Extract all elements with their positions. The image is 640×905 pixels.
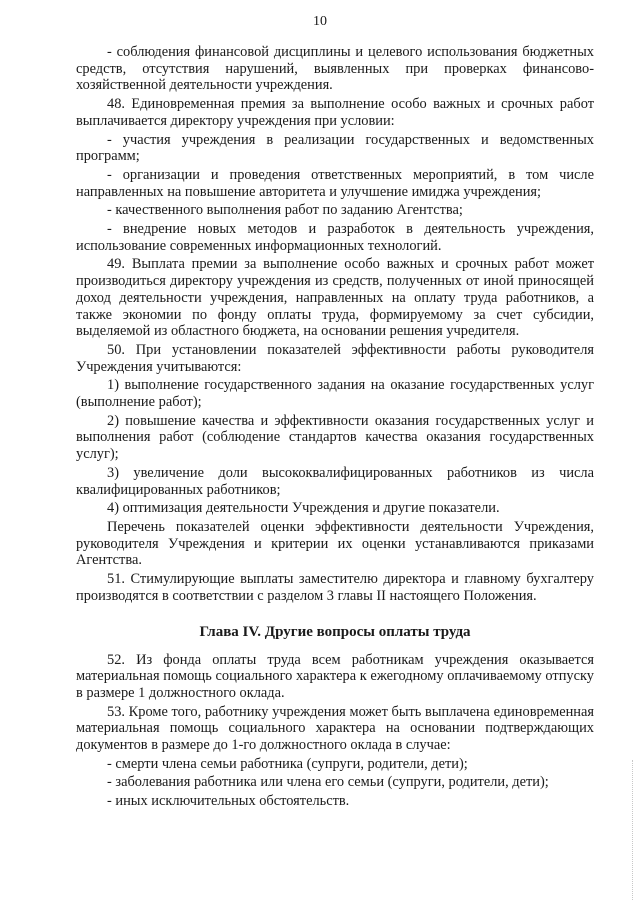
- scan-edge-marks: [629, 760, 633, 900]
- list-item-optimization: 4) оптимизация деятельности Учреждения и другие показатели.: [107, 500, 500, 517]
- list-item-illness: - заболевания работника или члена его семьи (супруги, родители, дети);: [107, 774, 549, 791]
- paragraph-53: 53. Кроме того, работнику учреждения может быть выплачена единовременная материальная помощь социального характера на основании подтверждающих документов в размере до 1-го должностного оклада в случае:: [76, 703, 594, 754]
- list-item-exceptional: - иных исключительных обстоятельств.: [107, 793, 350, 810]
- list-item-quality: 2) повышение качества и эффективности оказания государственных услуг и выполнения работ (соблюдение стандартов качества оказания государственных услуг);: [76, 412, 594, 463]
- page-number: 10: [313, 14, 327, 29]
- list-item-events: - организации и проведения ответственных мероприятий, в том числе направленных на повышение авторитета и улучшение имиджа учреждения;: [76, 166, 594, 200]
- document-body: [76, 44, 594, 810]
- paragraph-financial-discipline: - соблюдения финансовой дисциплины и целевого использования бюджетных средств, отсутствия нарушений, выявленных при проверках финансово-хозяйственной деятельности учреждения.: [76, 44, 594, 94]
- list-item-qualified-staff: 3) увеличение доли высококвалифицированных работников из числа квалифицированных работников;: [76, 464, 594, 498]
- paragraph-52: 52. Из фонда оплаты труда всем работникам учреждения оказывается материальная помощь социального характера к ежегодному оплачиваемому отпуску в размере 1 должностного оклада.: [76, 651, 594, 701]
- paragraph-49: 49. Выплата премии за выполнение особо важных и срочных работ может производиться директору учреждения из средств, полученных от иной приносящей доход деятельности учреждения, направленных на оплату труда работников, а также экономии по фонду оплаты труда, формируемому за счет субсидии, выделяемой из областного бюджета, на основании решения учредителя.: [76, 256, 594, 340]
- list-item-family-death: - смерти члена семьи работника (супруги, родители, дети);: [107, 755, 468, 772]
- paragraph-50: 50. При установлении показателей эффективности работы руководителя Учреждения учитываются:: [76, 341, 594, 375]
- paragraph-51: 51. Стимулирующие выплаты заместителю директора и главному бухгалтеру производятся в соответствии с разделом 3 главы II настоящего Положения.: [76, 571, 594, 604]
- list-item-new-methods: - внедрение новых методов и разработок в деятельность учреждения, использование современных информационных технологий.: [76, 221, 594, 254]
- list-item-state-assignment: 1) выполнение государственного задания на оказание государственных услуг (выполнение работ);: [76, 377, 594, 411]
- list-item-agency-tasks: - качественного выполнения работ по заданию Агентства;: [107, 202, 463, 219]
- paragraph-48: 48. Единовременная премия за выполнение особо важных и срочных работ выплачивается директору учреждения при условии:: [76, 96, 594, 129]
- list-item-programs: - участия учреждения в реализации государственных и ведомственных программ;: [76, 131, 594, 165]
- chapter-heading: Глава IV. Другие вопросы оплаты труда: [199, 623, 471, 640]
- paragraph-indicators-list: Перечень показателей оценки эффективности деятельности Учреждения, руководителя Учреждения и критерии их оценки устанавливаются приказами Агентства.: [76, 518, 594, 569]
